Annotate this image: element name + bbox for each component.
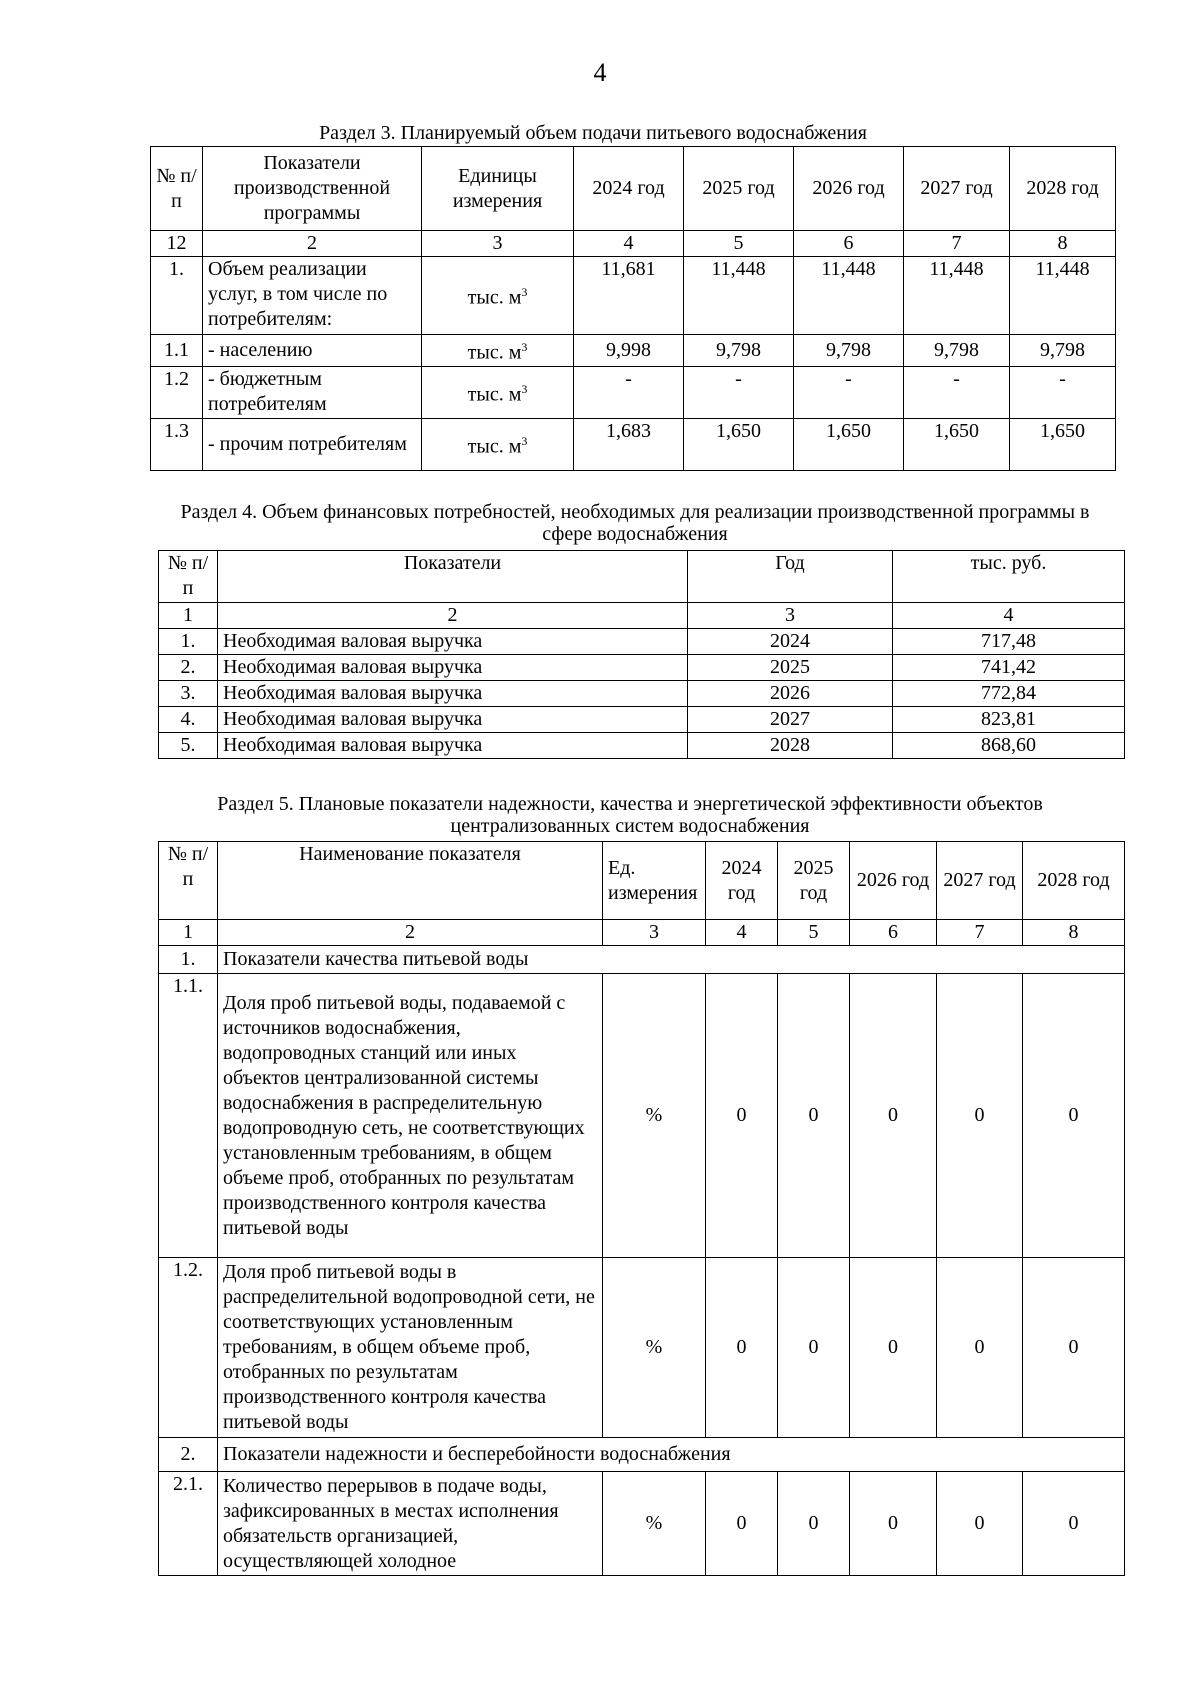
numbering-cell: 5: [778, 920, 850, 946]
numbering-cell: 2: [218, 603, 688, 629]
header-cell: 2026 год: [794, 147, 904, 231]
value-cell: 0: [937, 974, 1023, 1258]
section4-title: Раздел 4. Объем финансовых потребностей, необходимых для реализации производственной программы в сфере водоснабжения: [180, 501, 1090, 545]
value-cell: -: [904, 366, 1010, 418]
row-name: Необходимая валовая выручка: [218, 629, 688, 655]
value-cell: 9,798: [1010, 335, 1116, 367]
header-cell: Единицы измерения: [422, 147, 574, 231]
row-number: 1.1: [151, 335, 203, 367]
group-number: 1.: [159, 946, 218, 974]
table-row: [151, 366, 1116, 418]
table-row: [151, 257, 1116, 335]
group-number: 2.: [159, 1438, 218, 1472]
row-number: 3.: [159, 681, 218, 707]
value-cell: 0: [937, 1258, 1023, 1438]
numbering-cell: 8: [1023, 920, 1125, 946]
header-cell: 2028 год: [1023, 842, 1125, 920]
value-cell: 1,650: [684, 418, 794, 470]
value-cell: 0: [1023, 1472, 1125, 1576]
row-name: Доля проб питьевой воды, подаваемой с источников водоснабжения, водопроводных станций или иных объектов централизованной системы водоснабжения в распределительную водопроводную сеть, не соответствующих установленным требованиям, в общем объеме проб, отобранных по результатам производственного контроля качества питьевой воды: [218, 974, 603, 1258]
numbering-cell: 4: [893, 603, 1125, 629]
value-cell: -: [794, 366, 904, 418]
value-cell: 1,650: [794, 418, 904, 470]
value-cell: 0: [706, 1472, 778, 1576]
row-name: Объем реализации услуг, в том числе по потребителям:: [203, 257, 422, 335]
value-cell: 11,448: [1010, 257, 1116, 335]
numbering-cell: 1: [159, 920, 218, 946]
value-cell: 9,798: [684, 335, 794, 367]
unit-cell: %: [603, 1258, 706, 1438]
year-cell: 2026: [688, 681, 893, 707]
header-cell: 2027 год: [937, 842, 1023, 920]
amount-cell: 772,84: [893, 681, 1125, 707]
numbering-cell: 6: [850, 920, 937, 946]
value-cell: -: [1010, 366, 1116, 418]
header-cell: Год: [688, 551, 893, 603]
unit-exponent: 3: [521, 340, 528, 354]
row-number: 1.: [151, 257, 203, 335]
numbering-cell: 8: [1010, 231, 1116, 257]
row-number: 2.1.: [159, 1472, 218, 1576]
unit-text: тыс. м: [467, 383, 522, 406]
numbering-cell: 6: [794, 231, 904, 257]
value-cell: 11,448: [904, 257, 1010, 335]
row-name: - населению: [203, 335, 422, 367]
value-cell: 11,448: [794, 257, 904, 335]
numbering-row: [159, 603, 1125, 629]
section4-table: [158, 550, 1125, 759]
unit-cell: %: [603, 1472, 706, 1576]
year-cell: 2025: [688, 655, 893, 681]
row-number: 4.: [159, 707, 218, 733]
unit-exponent: 3: [521, 433, 528, 448]
unit-exponent: 3: [521, 285, 528, 300]
table-row: [159, 707, 1125, 733]
group-row: [159, 1438, 1125, 1472]
group-row: [159, 946, 1125, 974]
numbering-cell: 4: [706, 920, 778, 946]
numbering-cell: 3: [422, 231, 574, 257]
section3-title: Раздел 3. Планируемый объем подачи питьевого водоснабжения: [319, 122, 867, 144]
unit-cell: [422, 335, 574, 367]
header-cell: 2028 год: [1010, 147, 1116, 231]
header-cell: № п/п: [151, 147, 203, 231]
row-name: Необходимая валовая выручка: [218, 707, 688, 733]
unit-cell: %: [603, 974, 706, 1258]
page-number: 4: [593, 58, 607, 87]
table-header-row: [151, 147, 1116, 231]
header-cell: Показатели производственной программы: [203, 147, 422, 231]
year-cell: 2024: [688, 629, 893, 655]
value-cell: 9,998: [574, 335, 684, 367]
unit-text: тыс. м: [467, 286, 522, 309]
header-cell: 2025 год: [684, 147, 794, 231]
amount-cell: 823,81: [893, 707, 1125, 733]
numbering-cell: 2: [218, 920, 603, 946]
amount-cell: 717,48: [893, 629, 1125, 655]
table-row: [151, 335, 1116, 367]
unit-cell: [422, 418, 574, 470]
row-name: Количество перерывов в подаче воды, зафиксированных в местах исполнения обязательств организацией, осуществляющей холодное: [218, 1472, 603, 1576]
value-cell: 0: [1023, 1258, 1125, 1438]
numbering-cell: 7: [904, 231, 1010, 257]
unit-text: тыс. м: [467, 341, 522, 364]
row-name: - бюджетным потребителям: [203, 366, 422, 418]
header-cell: Наименование показателя: [218, 842, 603, 920]
table-row: [159, 733, 1125, 759]
unit-exponent: 3: [521, 381, 528, 396]
value-cell: 0: [850, 1472, 937, 1576]
value-cell: 0: [1023, 974, 1125, 1258]
header-cell: 2024 год: [574, 147, 684, 231]
table-row: [159, 1472, 1125, 1576]
numbering-cell: 7: [937, 920, 1023, 946]
numbering-cell: 3: [688, 603, 893, 629]
row-number: 1.3: [151, 418, 203, 470]
value-cell: 0: [778, 1258, 850, 1438]
value-cell: 0: [778, 1472, 850, 1576]
value-cell: 11,681: [574, 257, 684, 335]
row-name: - прочим потребителям: [203, 418, 422, 470]
row-number: 1.2.: [159, 1258, 218, 1438]
table-row: [159, 1258, 1125, 1438]
header-cell: 2026 год: [850, 842, 937, 920]
row-number: 1.: [159, 629, 218, 655]
amount-cell: 868,60: [893, 733, 1125, 759]
numbering-cell: 3: [603, 920, 706, 946]
header-cell: № п/п: [159, 551, 218, 603]
value-cell: 1,683: [574, 418, 684, 470]
value-cell: -: [574, 366, 684, 418]
header-cell: Ед. измерения: [603, 842, 706, 920]
numbering-cell: 12: [151, 231, 203, 257]
year-cell: 2027: [688, 707, 893, 733]
value-cell: 1,650: [1010, 418, 1116, 470]
row-name: Необходимая валовая выручка: [218, 681, 688, 707]
value-cell: 0: [778, 974, 850, 1258]
table-row: [159, 629, 1125, 655]
value-cell: 0: [937, 1472, 1023, 1576]
header-cell: тыс. руб.: [893, 551, 1125, 603]
row-name: Доля проб питьевой воды в распределительной водопроводной сети, не соответствующих установленным требованиям, в общем объеме проб, отобранных по результатам производственного контроля качества питьевой воды: [218, 1258, 603, 1438]
value-cell: 9,798: [794, 335, 904, 367]
table-header-row: [159, 842, 1125, 920]
header-cell: 2027 год: [904, 147, 1010, 231]
table-row: [159, 655, 1125, 681]
value-cell: 0: [706, 1258, 778, 1438]
numbering-row: [151, 231, 1116, 257]
numbering-row: [159, 920, 1125, 946]
header-cell: 2025 год: [778, 842, 850, 920]
table-row: [159, 681, 1125, 707]
value-cell: -: [684, 366, 794, 418]
unit-cell: [422, 257, 574, 335]
numbering-cell: 5: [684, 231, 794, 257]
unit-text: тыс. м: [467, 435, 522, 458]
row-number: 1.1.: [159, 974, 218, 1258]
amount-cell: 741,42: [893, 655, 1125, 681]
value-cell: 0: [706, 974, 778, 1258]
group-name: Показатели надежности и бесперебойности водоснабжения: [218, 1438, 1125, 1472]
value-cell: 11,448: [684, 257, 794, 335]
section3-table: [150, 146, 1116, 471]
numbering-cell: 2: [203, 231, 422, 257]
table-row: [159, 974, 1125, 1258]
row-name: Необходимая валовая выручка: [218, 655, 688, 681]
row-number: 2.: [159, 655, 218, 681]
year-cell: 2028: [688, 733, 893, 759]
value-cell: 0: [850, 974, 937, 1258]
table-header-row: [159, 551, 1125, 603]
value-cell: 9,798: [904, 335, 1010, 367]
value-cell: 0: [850, 1258, 937, 1438]
section5-title: Раздел 5. Плановые показатели надежности, качества и энергетической эффективности объектов централизованных систем водоснабжения: [217, 793, 1043, 837]
header-cell: № п/п: [159, 842, 218, 920]
header-cell: Показатели: [218, 551, 688, 603]
value-cell: 1,650: [904, 418, 1010, 470]
section5-table: [158, 841, 1125, 1576]
row-name: Необходимая валовая выручка: [218, 733, 688, 759]
table-row: [151, 418, 1116, 470]
row-number: 1.2: [151, 366, 203, 418]
unit-cell: [422, 366, 574, 418]
row-number: 5.: [159, 733, 218, 759]
group-name: Показатели качества питьевой воды: [218, 946, 1125, 974]
numbering-cell: 1: [159, 603, 218, 629]
header-cell: 2024 год: [706, 842, 778, 920]
numbering-cell: 4: [574, 231, 684, 257]
